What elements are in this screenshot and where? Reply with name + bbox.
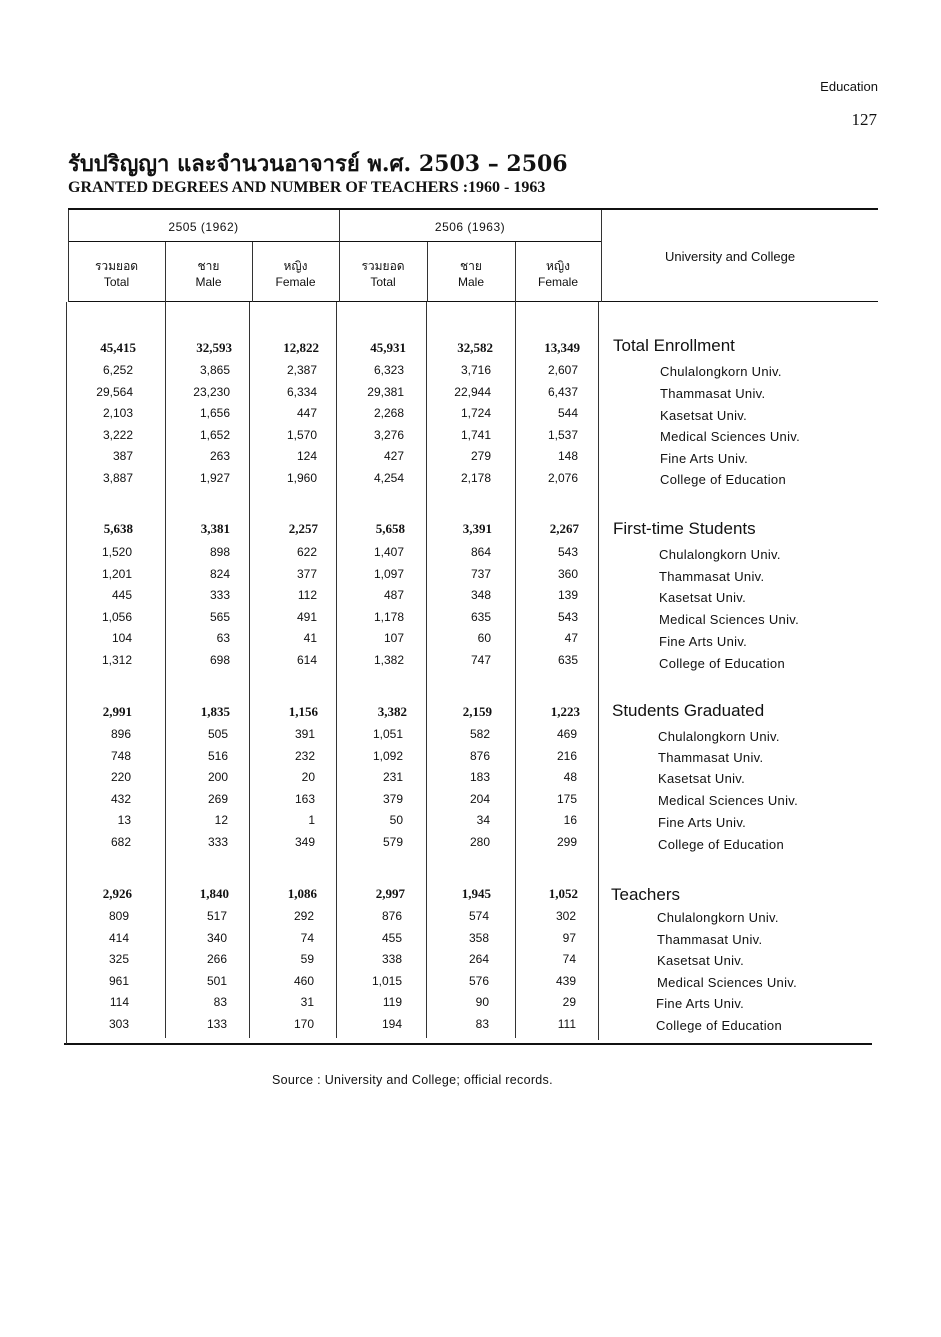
institution-name: Kasetsat Univ. — [657, 953, 745, 968]
institution-name: College of Education — [660, 472, 786, 487]
body-divider — [515, 302, 516, 1038]
value-cell: 391 — [294, 727, 315, 741]
value-cell: 4,254 — [373, 471, 404, 485]
value-cell: 1,652 — [199, 428, 230, 442]
value-cell: 29,564 — [96, 385, 133, 399]
value-cell: 961 — [108, 974, 129, 988]
value-cell: 3,276 — [373, 428, 404, 442]
total-cell: 13,349 — [544, 340, 580, 355]
value-cell: 264 — [468, 952, 489, 966]
total-cell: 1,156 — [288, 704, 318, 719]
institution-name: Thammasat Univ. — [657, 932, 763, 947]
value-cell: 517 — [206, 909, 227, 923]
value-cell: 216 — [556, 749, 577, 763]
value-cell: 83 — [475, 1017, 489, 1031]
value-cell: 1,092 — [372, 749, 403, 763]
total-cell: 2,926 — [102, 886, 132, 901]
value-cell: 16 — [563, 813, 577, 827]
value-cell: 1,407 — [373, 545, 404, 559]
header-divider — [601, 210, 602, 302]
value-cell: 427 — [383, 449, 404, 463]
value-cell: 469 — [556, 727, 577, 741]
value-cell: 445 — [111, 588, 132, 602]
value-cell: 6,252 — [102, 363, 133, 377]
col-header-english: Male — [457, 275, 484, 289]
value-cell: 3,865 — [199, 363, 230, 377]
value-cell: 47 — [564, 631, 578, 645]
col-header-thai: หญิง — [283, 259, 308, 273]
institution-name: Chulalongkorn Univ. — [659, 547, 781, 562]
col-header-english: Female — [275, 275, 316, 289]
col-header-thai: รวมยอด — [361, 259, 405, 273]
value-cell: 13 — [117, 813, 131, 827]
institution-name: Medical Sciences Univ. — [658, 793, 799, 808]
section-label: Education — [820, 79, 878, 94]
col-header-thai: ชาย — [197, 259, 220, 273]
value-cell: 2,103 — [102, 406, 133, 420]
total-cell: 3,391 — [462, 521, 492, 536]
value-cell: 204 — [469, 792, 490, 806]
total-cell: 2,991 — [102, 704, 132, 719]
value-cell: 543 — [557, 545, 578, 559]
value-cell: 1,015 — [371, 974, 402, 988]
value-cell: 83 — [213, 995, 227, 1009]
value-cell: 12 — [214, 813, 228, 827]
value-cell: 41 — [303, 631, 317, 645]
institution-name: Fine Arts Univ. — [656, 996, 745, 1011]
value-cell: 565 — [209, 610, 230, 624]
total-cell: 3,381 — [200, 521, 230, 536]
total-cell: 12,822 — [283, 340, 319, 355]
col-header-total-1962 — [68, 258, 165, 290]
value-cell: 269 — [207, 792, 228, 806]
body-divider — [336, 302, 337, 1038]
institution-name: Thammasat Univ. — [660, 386, 766, 401]
value-cell: 737 — [470, 567, 491, 581]
total-cell: 32,582 — [457, 340, 493, 355]
institution-name: Thammasat Univ. — [658, 750, 764, 765]
institution-name: Fine Arts Univ. — [660, 451, 749, 466]
col-header-english: Total — [103, 275, 130, 289]
value-cell: 2,607 — [547, 363, 578, 377]
institution-name: Fine Arts Univ. — [658, 815, 747, 830]
body-divider — [249, 302, 250, 1038]
total-cell: 1,835 — [200, 704, 230, 719]
value-cell: 20 — [301, 770, 315, 784]
body-divider — [66, 302, 67, 1044]
value-cell: 34 — [476, 813, 490, 827]
section-title: Teachers — [611, 885, 680, 904]
value-cell: 266 — [206, 952, 227, 966]
value-cell: 1,520 — [101, 545, 132, 559]
body-divider — [165, 302, 166, 1038]
value-cell: 501 — [206, 974, 227, 988]
value-cell: 876 — [381, 909, 402, 923]
value-cell: 163 — [294, 792, 315, 806]
col-header-female-1963 — [515, 258, 601, 290]
value-cell: 682 — [110, 835, 131, 849]
value-cell: 582 — [469, 727, 490, 741]
value-cell: 348 — [470, 588, 491, 602]
institution-name: Chulalongkorn Univ. — [660, 364, 782, 379]
value-cell: 111 — [557, 1017, 576, 1031]
total-cell: 1,945 — [461, 886, 491, 901]
value-cell: 3,887 — [102, 471, 133, 485]
value-cell: 279 — [470, 449, 491, 463]
value-cell: 2,076 — [547, 471, 578, 485]
value-cell: 114 — [109, 995, 129, 1009]
institution-name: Kasetsat Univ. — [658, 771, 746, 786]
value-cell: 2,178 — [460, 471, 491, 485]
value-cell: 333 — [207, 835, 228, 849]
value-cell: 1,656 — [199, 406, 230, 420]
value-cell: 544 — [557, 406, 578, 420]
value-cell: 379 — [382, 792, 403, 806]
value-cell: 414 — [108, 931, 129, 945]
value-cell: 516 — [207, 749, 228, 763]
col-header-thai: รวมยอด — [94, 259, 139, 273]
value-cell: 505 — [207, 727, 228, 741]
value-cell: 232 — [294, 749, 315, 763]
value-cell: 896 — [110, 727, 131, 741]
institution-name: Medical Sciences Univ. — [659, 612, 800, 627]
total-cell: 45,415 — [100, 340, 136, 355]
table-bottom-rule — [64, 1043, 872, 1045]
total-cell: 5,658 — [375, 521, 405, 536]
value-cell: 3,716 — [460, 363, 491, 377]
col-header-thai: ชาย — [460, 259, 482, 273]
col-header-female-1962 — [252, 258, 339, 290]
value-cell: 1,056 — [101, 610, 132, 624]
value-cell: 338 — [381, 952, 402, 966]
value-cell: 543 — [557, 610, 578, 624]
value-cell: 387 — [112, 449, 133, 463]
value-cell: 2,387 — [286, 363, 317, 377]
value-cell: 133 — [206, 1017, 227, 1031]
value-cell: 360 — [557, 567, 578, 581]
value-cell: 6,334 — [286, 385, 317, 399]
value-cell: 50 — [389, 813, 403, 827]
value-cell: 280 — [469, 835, 490, 849]
year-group-rule — [68, 241, 601, 242]
value-cell: 74 — [300, 931, 314, 945]
value-cell: 107 — [383, 631, 404, 645]
body-divider — [598, 302, 599, 1040]
total-cell: 2,997 — [375, 886, 405, 901]
value-cell: 358 — [468, 931, 489, 945]
value-cell: 614 — [296, 653, 317, 667]
institution-name: Chulalongkorn Univ. — [657, 910, 779, 925]
source-note: Source : University and College; official records. — [272, 1073, 553, 1087]
col-header-total-1963 — [339, 258, 427, 290]
total-cell: 3,382 — [377, 704, 407, 719]
value-cell: 349 — [294, 835, 315, 849]
value-cell: 455 — [381, 931, 402, 945]
value-cell: 635 — [557, 653, 578, 667]
value-cell: 1,960 — [286, 471, 317, 485]
value-cell: 6,323 — [373, 363, 404, 377]
section-title: First-time Students — [613, 519, 756, 538]
institution-name: College of Education — [656, 1018, 782, 1033]
value-cell: 3,222 — [102, 428, 133, 442]
institution-name: College of Education — [659, 656, 785, 671]
section-title: Total Enrollment — [613, 336, 735, 355]
value-cell: 1,927 — [199, 471, 230, 485]
total-cell: 1,052 — [548, 886, 578, 901]
value-cell: 698 — [209, 653, 230, 667]
value-cell: 200 — [207, 770, 228, 784]
institution-name: Medical Sciences Univ. — [660, 429, 801, 444]
value-cell: 299 — [556, 835, 577, 849]
value-cell: 1,724 — [460, 406, 491, 420]
value-cell: 124 — [296, 449, 317, 463]
value-cell: 29,381 — [367, 385, 404, 399]
total-cell: 5,638 — [103, 521, 133, 536]
value-cell: 119 — [382, 995, 402, 1009]
value-cell: 876 — [469, 749, 490, 763]
value-cell: 325 — [108, 952, 129, 966]
value-cell: 292 — [293, 909, 314, 923]
table-top-rule — [68, 208, 878, 210]
value-cell: 460 — [293, 974, 314, 988]
value-cell: 340 — [206, 931, 227, 945]
value-cell: 22,944 — [454, 385, 491, 399]
value-cell: 23,230 — [193, 385, 230, 399]
value-cell: 48 — [563, 770, 577, 784]
institution-name: College of Education — [658, 837, 784, 852]
value-cell: 1,570 — [286, 428, 317, 442]
value-cell: 1,051 — [372, 727, 403, 741]
total-cell: 2,159 — [462, 704, 492, 719]
value-cell: 1,201 — [101, 567, 132, 581]
value-cell: 491 — [296, 610, 317, 624]
value-cell: 748 — [110, 749, 131, 763]
value-cell: 59 — [300, 952, 314, 966]
value-cell: 104 — [111, 631, 132, 645]
total-cell: 2,257 — [288, 521, 318, 536]
value-cell: 635 — [470, 610, 491, 624]
year-group-1962: 2505 (1962) — [168, 220, 239, 234]
total-cell: 45,931 — [370, 340, 406, 355]
body-divider — [426, 302, 427, 1038]
value-cell: 31 — [300, 995, 314, 1009]
value-cell: 747 — [470, 653, 491, 667]
institution-name: Medical Sciences Univ. — [657, 975, 798, 990]
value-cell: 63 — [216, 631, 230, 645]
university-column-header: University and College — [665, 249, 796, 264]
col-header-english: Female — [537, 275, 578, 289]
value-cell: 333 — [209, 588, 230, 602]
value-cell: 579 — [382, 835, 403, 849]
value-cell: 303 — [108, 1017, 129, 1031]
value-cell: 60 — [477, 631, 491, 645]
value-cell: 809 — [108, 909, 129, 923]
section-title: Students Graduated — [612, 701, 765, 720]
value-cell: 2,268 — [373, 406, 404, 420]
value-cell: 139 — [557, 588, 578, 602]
value-cell: 148 — [557, 449, 578, 463]
value-cell: 194 — [381, 1017, 402, 1031]
institution-name: Thammasat Univ. — [659, 569, 765, 584]
value-cell: 1 — [308, 813, 315, 827]
value-cell: 377 — [296, 567, 317, 581]
title-thai: รับปริญญา และจำนวนอาจารย์ พ.ศ. 2503 – 2506 — [68, 151, 568, 177]
value-cell: 175 — [556, 792, 577, 806]
institution-name: Fine Arts Univ. — [659, 634, 748, 649]
total-cell: 1,840 — [199, 886, 229, 901]
value-cell: 97 — [562, 931, 576, 945]
value-cell: 302 — [555, 909, 576, 923]
value-cell: 263 — [209, 449, 230, 463]
title-english: GRANTED DEGREES AND NUMBER OF TEACHERS :1960 - 1963 — [68, 179, 546, 196]
value-cell: 6,437 — [547, 385, 578, 399]
value-cell: 1,097 — [373, 567, 404, 581]
value-cell: 1,312 — [101, 653, 132, 667]
value-cell: 824 — [209, 567, 230, 581]
value-cell: 231 — [382, 770, 403, 784]
value-cell: 183 — [469, 770, 490, 784]
year-group-1963: 2506 (1963) — [434, 220, 506, 234]
value-cell: 576 — [468, 974, 489, 988]
value-cell: 898 — [209, 545, 230, 559]
value-cell: 1,382 — [373, 653, 404, 667]
page-number: 127 — [851, 110, 877, 129]
col-header-male-1963 — [427, 258, 515, 290]
total-cell: 1,086 — [287, 886, 317, 901]
value-cell: 439 — [555, 974, 576, 988]
total-cell: 2,267 — [549, 521, 579, 536]
value-cell: 1,178 — [373, 610, 404, 624]
col-header-english: Total — [370, 275, 396, 289]
value-cell: 29 — [562, 995, 576, 1009]
institution-name: Kasetsat Univ. — [660, 408, 748, 423]
col-header-english: Male — [195, 275, 222, 289]
value-cell: 574 — [468, 909, 489, 923]
header-bottom-rule — [68, 301, 878, 302]
value-cell: 1,741 — [460, 428, 491, 442]
value-cell: 90 — [475, 995, 489, 1009]
value-cell: 112 — [297, 588, 317, 602]
value-cell: 447 — [296, 406, 317, 420]
institution-name: Chulalongkorn Univ. — [658, 729, 780, 744]
total-cell: 32,593 — [196, 340, 232, 355]
value-cell: 220 — [110, 770, 131, 784]
value-cell: 622 — [296, 545, 317, 559]
total-cell: 1,223 — [550, 704, 580, 719]
value-cell: 432 — [110, 792, 131, 806]
value-cell: 170 — [293, 1017, 314, 1031]
value-cell: 864 — [470, 545, 491, 559]
value-cell: 487 — [383, 588, 404, 602]
value-cell: 74 — [562, 952, 576, 966]
col-header-male-1962 — [165, 258, 252, 290]
institution-name: Kasetsat Univ. — [659, 590, 747, 605]
col-header-thai: หญิง — [546, 259, 570, 273]
value-cell: 1,537 — [547, 428, 578, 442]
